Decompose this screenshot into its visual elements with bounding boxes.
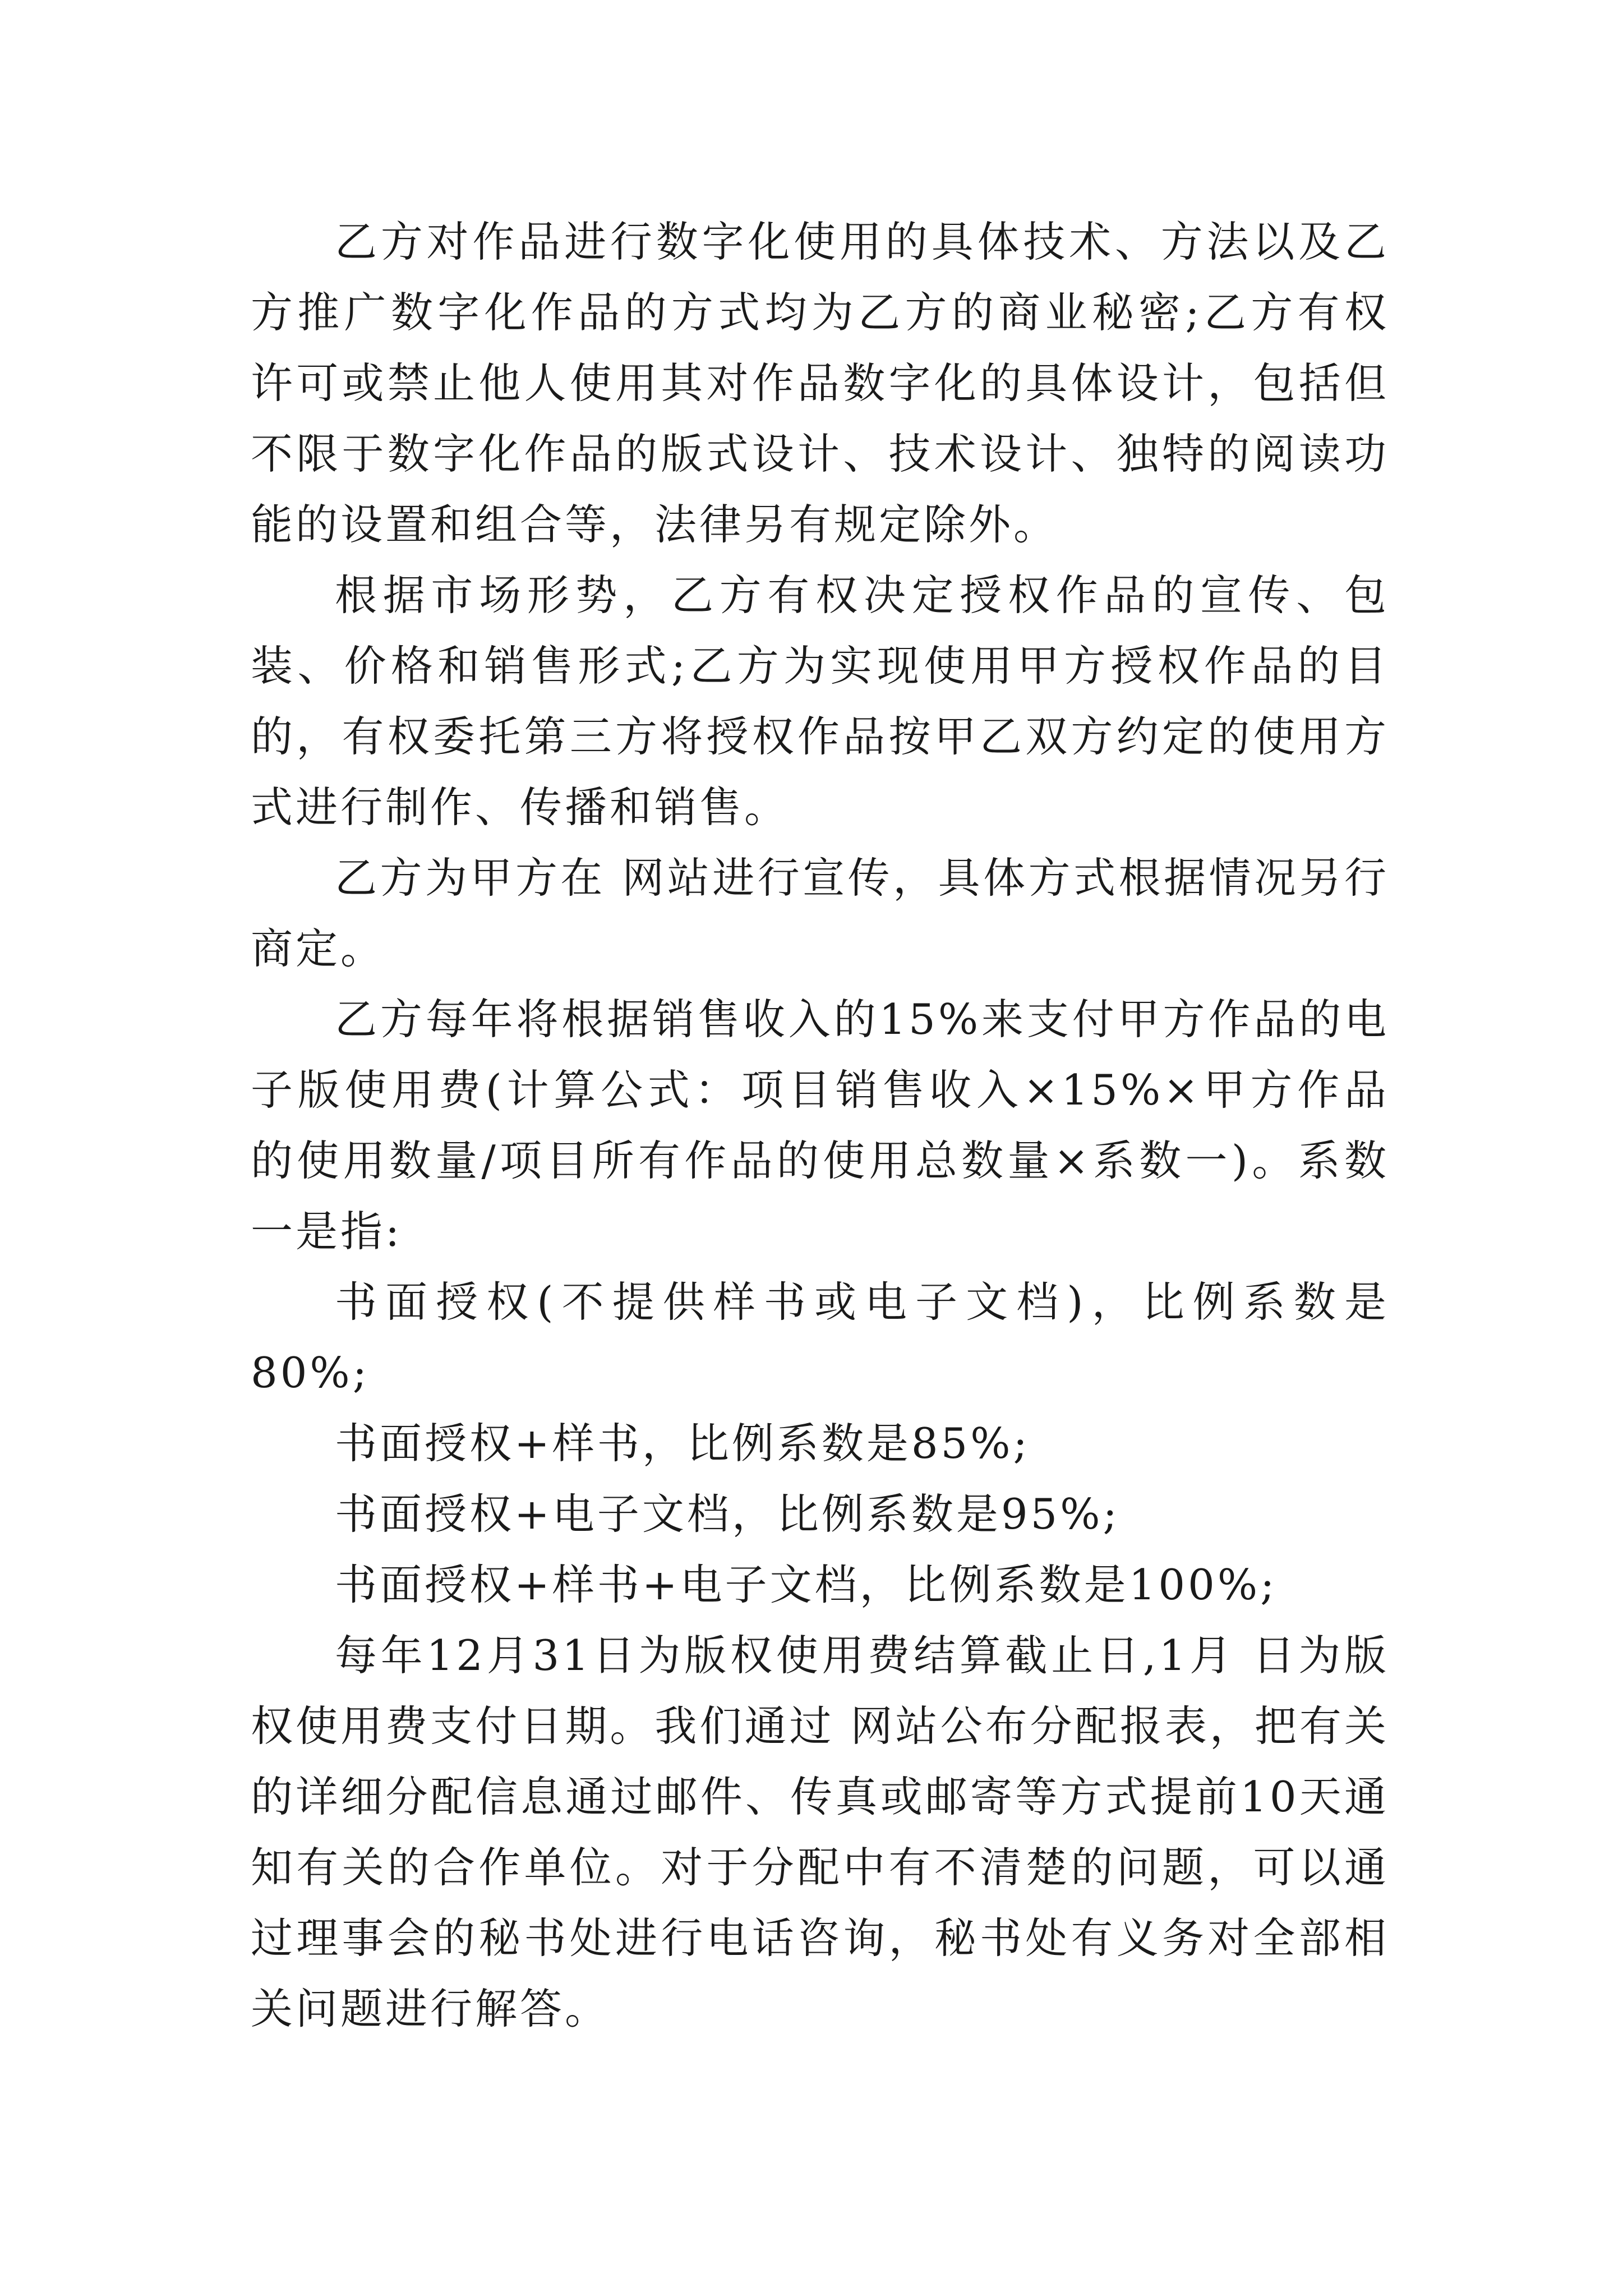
paragraph-coefficient-100: 书面授权+样书+电子文档，比例系数是100%; — [335, 1560, 1278, 1609]
paragraph-digital-use: 乙方对作品进行数字化使用的具体技术、方法以及乙方推广数字化作品的方式均为乙方的商业秘密;乙方有权许可或禁止他人使用其对作品数字化的具体设计，包括但不限于数字化作品的版式设计、技术设计、独特的阅读功能的设置和组合等，法律另有规定除外。 — [251, 217, 1389, 549]
document-body — [251, 206, 1389, 2044]
paragraph-settlement: 每年12月31日为版权使用费结算截止日,1月 日为版权使用费支付日期。我们通过 网站公布分配报表，把有关的详细分配信息通过邮件、传真或邮寄等方式提前10天通知有关的合作单位。对于分配中有不清楚的问题，可以通过理事会的秘书处进行电话咨询，秘书处有义务对全部相关问题进行解答。 — [251, 1631, 1389, 2033]
paragraph-promotion: 乙方为甲方在 网站进行宣传，具体方式根据情况另行商定。 — [251, 853, 1389, 973]
paragraph-coefficient-95: 书面授权+电子文档，比例系数是95%; — [335, 1489, 1120, 1539]
paragraph-market-rights: 根据市场形势，乙方有权决定授权作品的宣传、包装、价格和销售形式;乙方为实现使用甲方授权作品的目的，有权委托第三方将授权作品按甲乙双方约定的使用方式进行制作、传播和销售。 — [251, 570, 1389, 832]
paragraph-coefficient-80: 书面授权(不提供样书或电子文档)，比例系数是80%; — [251, 1277, 1389, 1397]
paragraph-coefficient-85: 书面授权+样书，比例系数是85%; — [335, 1419, 1030, 1468]
paragraph-royalty-formula: 乙方每年将根据销售收入的15%来支付甲方作品的电子版使用费(计算公式：项目销售收入×15%×甲方作品的使用数量/项目所有作品的使用总数量×系数一)。系数一是指: — [251, 995, 1389, 1256]
